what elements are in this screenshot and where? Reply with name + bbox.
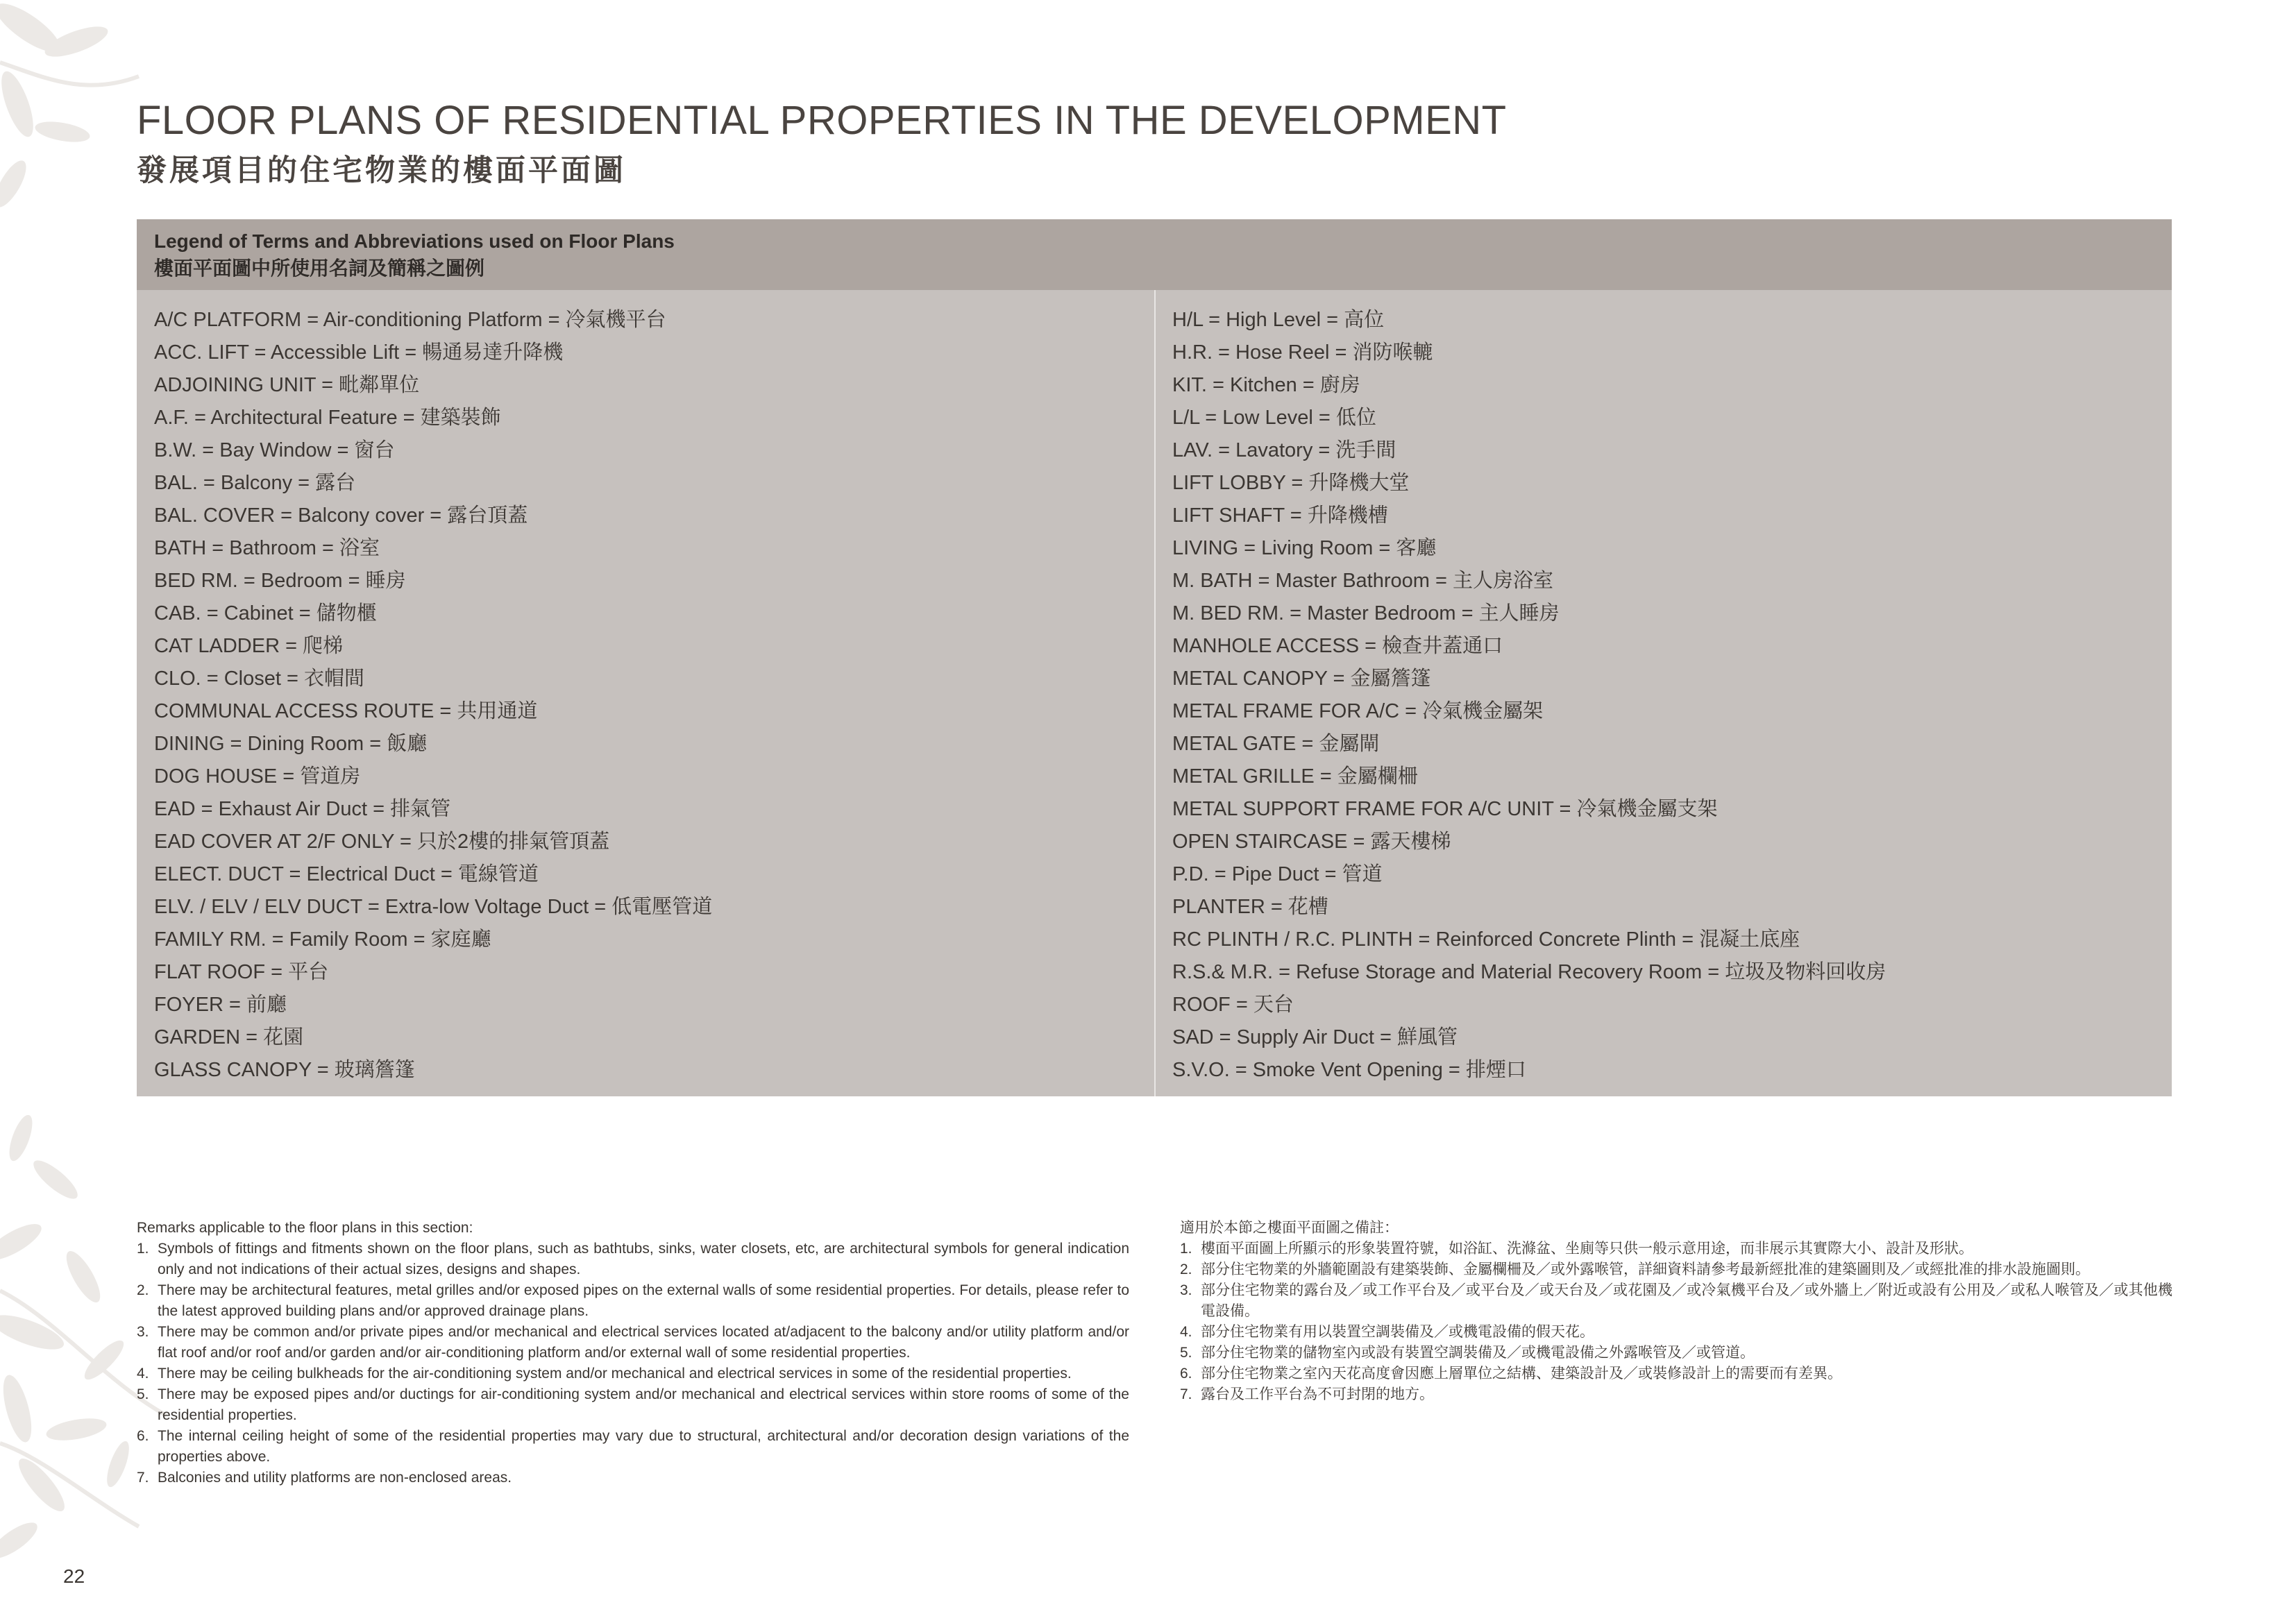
remark-number: 3. [137, 1324, 149, 1340]
legend-entry: A/C PLATFORM = Air-conditioning Platform = 冷氣機平台 [154, 309, 666, 331]
remark-text: Balconies and utility platforms are non-enclosed areas. [158, 1470, 512, 1486]
legend-entry: FOYER = 前廳 [154, 994, 287, 1016]
remark-item [1180, 1343, 2172, 1363]
remark-number: 5. [137, 1386, 149, 1402]
legend-heading-en: Legend of Terms and Abbreviations used on Floor Plans [154, 230, 675, 252]
legend-entry: S.V.O. = Smoke Vent Opening = 排煙口 [1172, 1059, 1526, 1081]
legend-entry: ADJOINING UNIT = 毗鄰單位 [154, 374, 420, 396]
remark-number: 1. [137, 1241, 149, 1257]
remark-item [137, 1322, 1129, 1363]
remark-item [137, 1468, 1129, 1488]
legend-entry: CLO. = Closet = 衣帽間 [154, 668, 364, 690]
remark-item [1180, 1259, 2172, 1280]
legend-body [137, 290, 2172, 1096]
remark-text: There may be architectural features, metal grilles and/or exposed pipes on the external walls of some residential properties. For details, please refer to the latest approved building plans and/or approved drainage plans. [158, 1282, 1129, 1319]
remark-number: 6. [137, 1428, 149, 1444]
legend-entry: OPEN STAIRCASE = 露天樓梯 [1172, 831, 1451, 853]
column-divider [1154, 290, 1156, 1096]
page-number: 22 [63, 1565, 85, 1587]
remark-text: 部分住宅物業的儲物室內或設有裝置空調裝備及／或機電設備之外露喉管及／或管道。 [1201, 1345, 1755, 1361]
legend-entry: CAB. = Cabinet = 儲物櫃 [154, 602, 377, 624]
remark-item [137, 1426, 1129, 1468]
remark-text: 露台及工作平台為不可封閉的地方。 [1201, 1386, 1434, 1402]
legend-entry: L/L = Low Level = 低位 [1172, 407, 1376, 429]
remark-number: 2. [137, 1282, 149, 1298]
remark-item [137, 1384, 1129, 1426]
remarks-list-chinese [1180, 1239, 2172, 1405]
legend-entry: R.S.& M.R. = Refuse Storage and Material Recovery Room = 垃圾及物料回收房 [1172, 961, 1886, 983]
remark-number: 5. [1180, 1345, 1192, 1361]
legend-entry: H/L = High Level = 高位 [1172, 309, 1385, 331]
legend-entry: LIFT SHAFT = 升降機槽 [1172, 504, 1388, 527]
legend-entry: ROOF = 天台 [1172, 994, 1294, 1016]
remark-text: Symbols of fittings and fitments shown on the floor plans, such as bathtubs, sinks, water closets, etc, are architectural symbols for general indication only and not indications of their actual sizes, designs and shapes. [158, 1241, 1129, 1277]
legend-entry: GARDEN = 花園 [154, 1026, 304, 1048]
legend-entry: METAL CANOPY = 金屬簷篷 [1172, 668, 1431, 690]
remark-text: The internal ceiling height of some of the residential properties may vary due to structural, architectural and/or decoration design variations of the properties above. [158, 1428, 1129, 1465]
remarks-english [137, 1218, 1129, 1488]
legend-entry: BAL. COVER = Balcony cover = 露台頂蓋 [154, 504, 528, 527]
legend-entry: FAMILY RM. = Family Room = 家庭廳 [154, 928, 491, 951]
legend-entry: EAD = Exhaust Air Duct = 排氣管 [154, 798, 451, 820]
legend-entry: B.W. = Bay Window = 窗台 [154, 439, 395, 461]
legend-entry: H.R. = Hose Reel = 消防喉轆 [1172, 341, 1433, 364]
legend-entry: METAL FRAME FOR A/C = 冷氣機金屬架 [1172, 700, 1544, 722]
page-title: FLOOR PLANS OF RESIDENTIAL PROPERTIES IN THE DEVELOPMENT [137, 98, 1507, 143]
remark-text: There may be common and/or private pipes and/or mechanical and electrical services located at/adjacent to the balcony and/or utility platform and/or flat roof and/or roof and/or garden and/or air-conditioning platform and/or external wall of some residential properties. [158, 1324, 1129, 1361]
remark-text: 部分住宅物業的露台及／或工作平台及／或平台及／或天台及／或花園及／或冷氣機平台及／或外牆上／附近或設有公用及／或私人喉管及／或其他機電設備。 [1201, 1282, 2172, 1319]
legend-entry: ELV. / ELV / ELV DUCT = Extra-low Voltage Duct = 低電壓管道 [154, 896, 713, 918]
legend-entry: LIVING = Living Room = 客廳 [1172, 537, 1437, 559]
legend-heading-zh: 樓面平面圖中所使用名詞及簡稱之圖例 [154, 257, 485, 279]
remark-number: 7. [1180, 1386, 1192, 1402]
remark-number: 1. [1180, 1241, 1192, 1257]
legend-entry: DOG HOUSE = 管道房 [154, 765, 361, 788]
remark-number: 2. [1180, 1261, 1192, 1277]
remark-text: 部分住宅物業的外牆範圍設有建築裝飾、金屬欄柵及／或外露喉管，詳細資料請參考最新經批准的建築圖則及／或經批准的排水設施圖則。 [1201, 1261, 2090, 1277]
legend-entry: COMMUNAL ACCESS ROUTE = 共用通道 [154, 700, 538, 722]
legend-entry: SAD = Supply Air Duct = 鮮風管 [1172, 1026, 1458, 1048]
legend-entry: P.D. = Pipe Duct = 管道 [1172, 863, 1383, 885]
remarks-chinese [1180, 1218, 2172, 1405]
remarks-list [137, 1239, 1129, 1488]
legend-entry: KIT. = Kitchen = 廚房 [1172, 374, 1360, 396]
remark-item [1180, 1363, 2172, 1384]
legend-entry: LAV. = Lavatory = 洗手間 [1172, 439, 1396, 461]
remark-number: 7. [137, 1470, 149, 1486]
remark-text: 部分住宅物業有用以裝置空調裝備及／或機電設備的假天花。 [1201, 1324, 1594, 1340]
legend-entry: GLASS CANOPY = 玻璃簷篷 [154, 1059, 415, 1081]
remark-text: 部分住宅物業之室內天花高度會因應上層單位之結構、建築設計及／或裝修設計上的需要而有差異。 [1201, 1366, 1842, 1382]
legend-entry: ELECT. DUCT = Electrical Duct = 電線管道 [154, 863, 539, 885]
remark-item [1180, 1322, 2172, 1343]
remark-item [1180, 1280, 2172, 1322]
legend-entry: RC PLINTH / R.C. PLINTH = Reinforced Concrete Plinth = 混凝土底座 [1172, 928, 1800, 951]
remarks-heading-chinese: 適用於本節之樓面平面圖之備註： [1180, 1220, 1399, 1236]
remark-number: 4. [137, 1366, 149, 1382]
remark-text: There may be ceiling bulkheads for the air-conditioning system and/or mechanical and electrical services in some of the residential properties. [158, 1366, 1072, 1382]
legend-entry: EAD COVER AT 2/F ONLY = 只於2樓的排氣管頂蓋 [154, 831, 610, 853]
legend-entry: METAL SUPPORT FRAME FOR A/C UNIT = 冷氣機金屬支架 [1172, 798, 1718, 820]
legend-header [137, 219, 2172, 290]
legend-entry: M. BED RM. = Master Bedroom = 主人睡房 [1172, 602, 1560, 624]
legend-entry: A.F. = Architectural Feature = 建築裝飾 [154, 407, 501, 429]
legend-entry: METAL GATE = 金屬閘 [1172, 733, 1380, 755]
legend-entry: PLANTER = 花槽 [1172, 896, 1328, 918]
remark-number: 6. [1180, 1366, 1192, 1382]
legend-entry: ACC. LIFT = Accessible Lift = 暢通易達升降機 [154, 341, 564, 364]
legend-entry: FLAT ROOF = 平台 [154, 961, 329, 983]
remark-item [1180, 1384, 2172, 1405]
legend-entry: BED RM. = Bedroom = 睡房 [154, 570, 406, 592]
remark-text: 樓面平面圖上所顯示的形象裝置符號，如浴缸、洗滌盆、坐廁等只供一般示意用途，而非展示其實際大小、設計及形狀。 [1201, 1241, 1973, 1257]
legend-entry: CAT LADDER = 爬梯 [154, 635, 344, 657]
legend-table [137, 219, 2172, 1096]
remark-number: 4. [1180, 1324, 1192, 1340]
legend-entry: METAL GRILLE = 金屬欄柵 [1172, 765, 1418, 788]
remark-item [1180, 1239, 2172, 1259]
legend-entry: MANHOLE ACCESS = 檢查井蓋通口 [1172, 635, 1503, 657]
remark-item [137, 1239, 1129, 1280]
remark-number: 3. [1180, 1282, 1192, 1298]
legend-column-right [1172, 304, 1886, 1087]
legend-entry: BAL. = Balcony = 露台 [154, 472, 356, 494]
page-title-chinese: 發展項目的住宅物業的樓面平面圖 [137, 154, 626, 187]
legend-entry: LIFT LOBBY = 升降機大堂 [1172, 472, 1410, 494]
legend-entry: DINING = Dining Room = 飯廳 [154, 733, 428, 755]
legend-entry: M. BATH = Master Bathroom = 主人房浴室 [1172, 570, 1553, 592]
remark-item [137, 1363, 1129, 1384]
legend-column-left [154, 304, 712, 1087]
legend-entry: BATH = Bathroom = 浴室 [154, 537, 380, 559]
remarks-heading: Remarks applicable to the floor plans in this section: [137, 1220, 473, 1236]
remark-text: There may be exposed pipes and/or ductings for air-conditioning system and/or mechanical and electrical services within store rooms of some of the residential properties. [158, 1386, 1129, 1423]
remark-item [137, 1280, 1129, 1322]
